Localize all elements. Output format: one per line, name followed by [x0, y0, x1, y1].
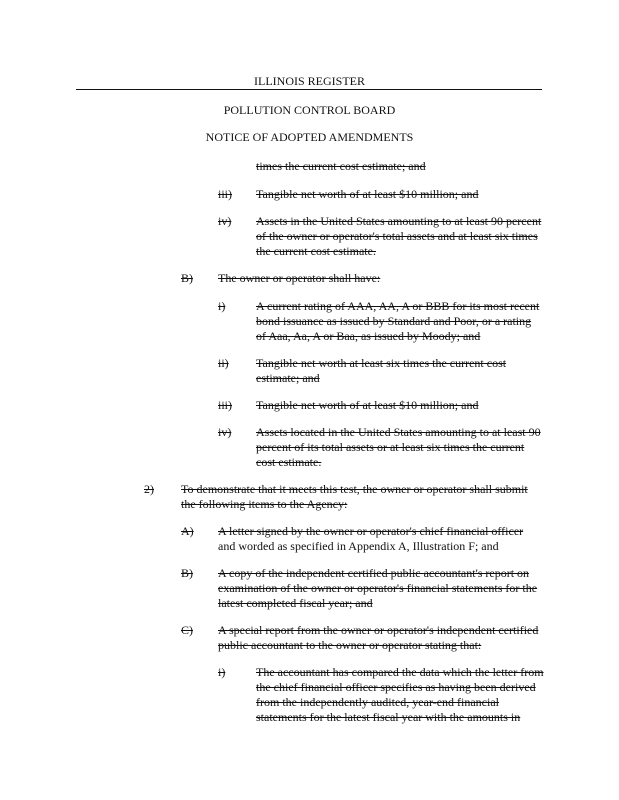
- b-i-marker: i): [218, 299, 226, 313]
- p2-c-line: public accountant to the owner or operator stating that:: [218, 638, 482, 652]
- p2-c-i-line: statements for the latest fiscal year with the amounts in: [256, 710, 521, 724]
- p2-c-i-line: from the independently audited, year-end financial: [256, 695, 499, 709]
- b-iii-marker: iii): [218, 398, 232, 412]
- a-iv-line: the current cost estimate.: [256, 244, 376, 258]
- b-text: The owner or operator shall have:: [218, 271, 381, 285]
- a-iv-line: Assets in the United States amounting to at least 90 percent: [256, 214, 542, 228]
- p2-c-line: A special report from the owner or operator's independent certified: [218, 623, 539, 637]
- p2-c-i-line: the chief financial officer specifies as having been derived: [256, 680, 536, 694]
- p2-c-i-line: The accountant has compared the data which the letter from: [256, 665, 544, 679]
- a-iii-text: Tangible net worth of at least $10 million; and: [256, 187, 479, 201]
- b-iv-line: percent of its total assets or at least six times the current: [256, 440, 525, 454]
- b-marker: B): [181, 271, 193, 285]
- b-i-line: bond issuance as issued by Standard and Poor, or a rating: [256, 314, 532, 328]
- carry-line: times the current cost estimate; and: [256, 159, 426, 173]
- p2-b-line: examination of the owner or operator's financial statements for the: [218, 581, 538, 595]
- p2-b-line: A copy of the independent certified public accountant's report on: [218, 566, 530, 580]
- b-ii-line: Tangible net worth at least six times the current cost: [256, 356, 507, 370]
- p2-line: the following items to the Agency:: [181, 497, 348, 511]
- p2-b-line: latest completed fiscal year; and: [218, 596, 373, 610]
- register-title: ILLINOIS REGISTER: [254, 74, 365, 88]
- b-iii-text: Tangible net worth of at least $10 million; and: [256, 398, 479, 412]
- p2-a-marker: A): [181, 524, 194, 538]
- header-rule: [76, 89, 542, 90]
- p2-line: To demonstrate that it meets this test, the owner or operator shall submit: [181, 482, 528, 496]
- b-i-line: of Aaa, Aa, A or Baa, as issued by Moody; and: [256, 329, 481, 343]
- a-iii-marker: iii): [218, 187, 232, 201]
- p2-a-line: A letter signed by the owner or operator's chief financial officer: [218, 524, 524, 538]
- p2-c-i-marker: i): [218, 665, 226, 679]
- b-i-line: A current rating of AAA, AA, A or BBB for its most recent: [256, 299, 540, 313]
- a-iv-marker: iv): [218, 214, 232, 228]
- p2-b-marker: B): [181, 566, 193, 580]
- b-ii-marker: ii): [218, 356, 229, 370]
- a-iv-line: of the owner or operator's total assets and at least six times: [256, 229, 538, 243]
- b-iv-line: cost estimate.: [256, 455, 322, 469]
- b-iv-marker: iv): [218, 425, 232, 439]
- b-ii-line: estimate; and: [256, 371, 320, 385]
- p2-a-line: and worded as specified in Appendix A, Illustration F; and: [218, 539, 499, 553]
- board-title: POLLUTION CONTROL BOARD: [223, 103, 396, 117]
- p2-c-marker: C): [181, 623, 193, 637]
- p2-marker: 2): [144, 482, 154, 496]
- notice-title: NOTICE OF ADOPTED AMENDMENTS: [205, 130, 414, 144]
- b-iv-line: Assets located in the United States amounting to at least 90: [256, 425, 541, 439]
